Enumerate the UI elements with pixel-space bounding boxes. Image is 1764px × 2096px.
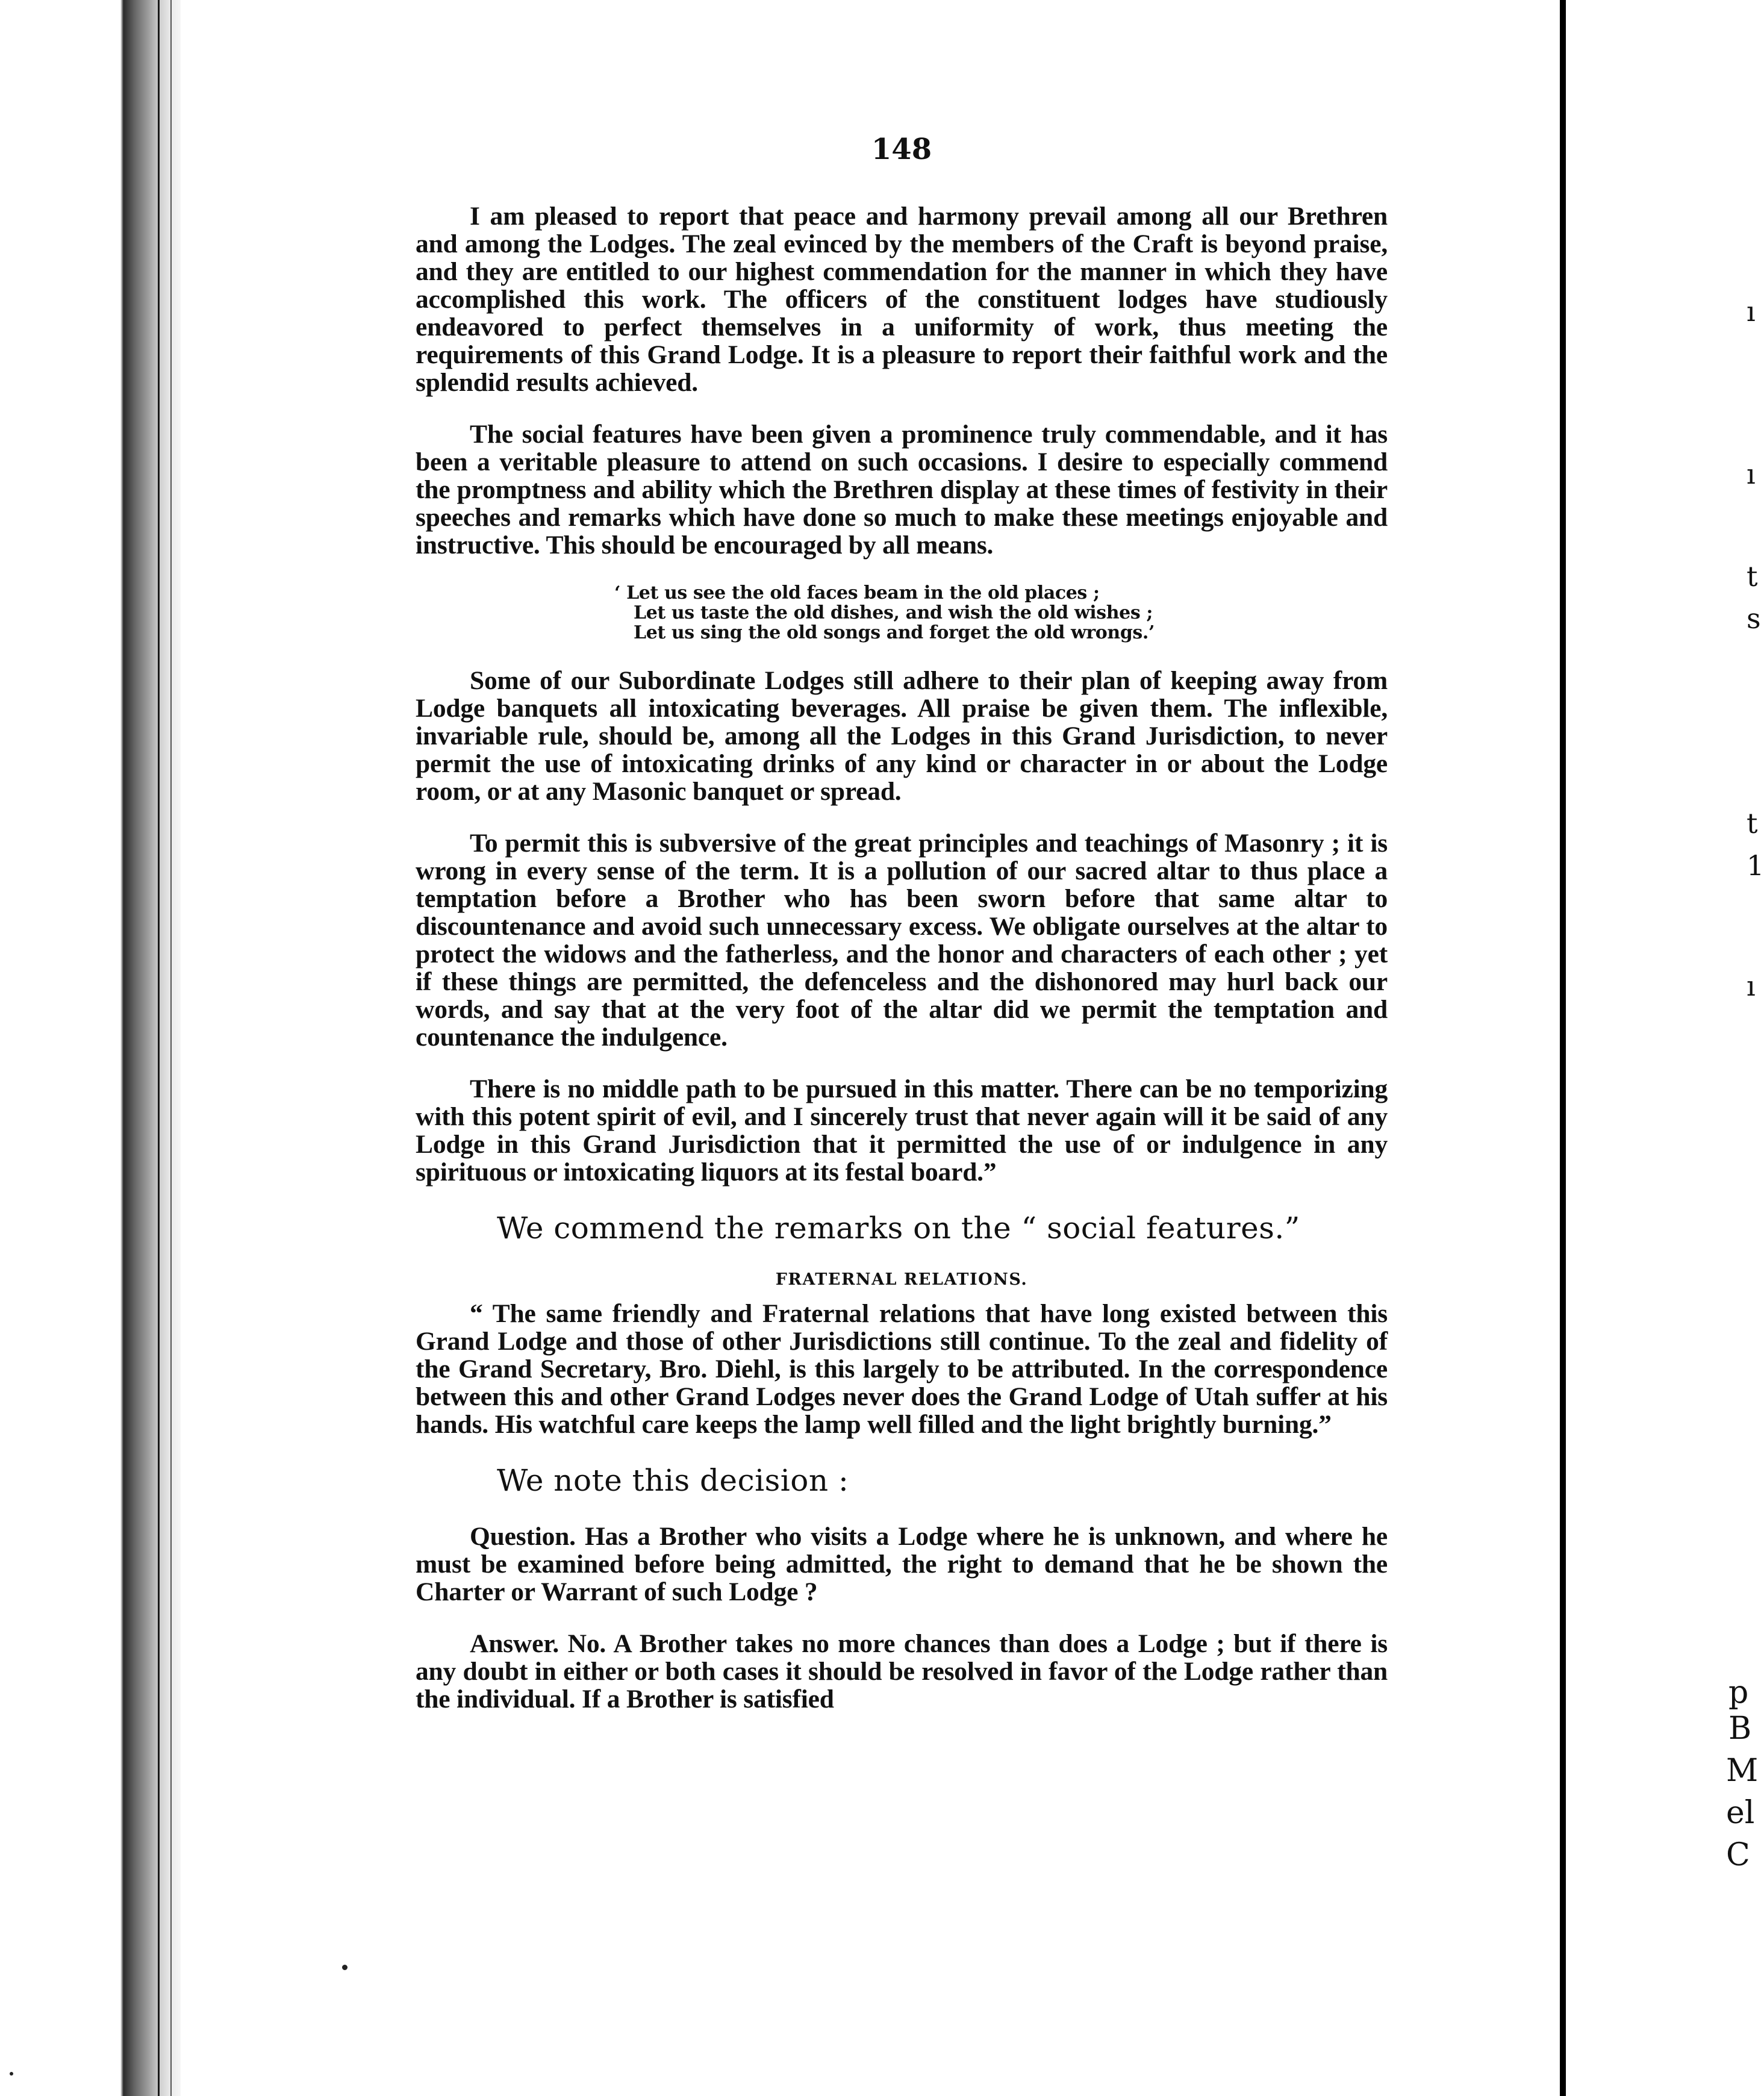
adjacent-page-fragment: ı xyxy=(1747,295,1756,328)
ink-speck xyxy=(342,1965,348,1970)
paragraph: Some of our Subordinate Lodges still adhere to their plan of keeping away from Lodge banquets all intoxicating beverages. All praise be given them. The inflexible, invariable rule, should be, among all the Lodges in this Grand Jurisdiction, to never permit the use of intoxicating drinks of any kind or character in or about the Lodge room, or at any Masonic banquet or spread. xyxy=(416,666,1388,806)
adjacent-page-fragment: s xyxy=(1747,602,1761,635)
answer-paragraph: Answer. No. A Brother takes no more chances than does a Lodge ; but if there is any doubt in either or both cases it should be resolved in favor of the Lodge rather than the individual. If a Brother is satisfied xyxy=(416,1629,1388,1714)
question-paragraph: Question. Has a Brother who visits a Lodge where he is unknown, and where he must be examined before being admitted, the right to demand that he be shown the Charter or Warrant of such Lodge ? xyxy=(416,1522,1388,1606)
paragraph: There is no middle path to be pursued in this matter. There can be no temporizing with this potent spirit of evil, and I sincerely trust that never again will it be said of any Lodge in this Grand Jurisdiction that it permitted the use of or indulgence in any spirituous or intoxicating liquors at its festal board.” xyxy=(416,1075,1388,1187)
page-fold-line xyxy=(1560,0,1566,2096)
section-heading: FRATERNAL RELATIONS. xyxy=(775,1270,1028,1289)
paragraph: “ The same friendly and Fraternal relations that have long existed between this Grand Lodge and those of other Jurisdictions still continue. To the zeal and fidelity of the Grand Secretary, Bro. Diehl, is this largely to be attributed. In the correspondence between this and other Grand Lodges never does the Grand Lodge of Utah suffer at his hands. His watchful care keeps the lamp well filled and the light brightly burning.” xyxy=(416,1299,1388,1439)
paragraph: I am pleased to report that peace and harmony prevail among all our Brethren and among the Lodges. The zeal evinced by the members of the Craft is beyond praise, and they are entitled to our highest commendation for the manner in which they have accomplished this work. The officers of the constituent lodges have studiously endeavored to perfect themselves in a uniformity of work, thus meeting the requirements of this Grand Lodge. It is a pleasure to report their faithful work and the splendid results achieved. xyxy=(416,202,1388,397)
quoted-verse xyxy=(614,583,1388,643)
binding-gutter xyxy=(0,0,181,2096)
paragraph: The social features have been given a prominence truly commendable, and it has been a veritable pleasure to attend on such occasions. I desire to especially commend the promptness and ability which the Brethren display at these times of festivity in their speeches and remarks which have done so much to make these meetings enjoyable and instructive. This should be encouraged by all means. xyxy=(416,420,1388,560)
gutter-edge-line xyxy=(158,0,160,2096)
adjacent-page-fragment: t xyxy=(1747,560,1758,593)
adjacent-page-fragment: ı xyxy=(1747,458,1756,490)
adjacent-page-fragment: 1 xyxy=(1747,849,1764,882)
adjacent-page-fragment: B xyxy=(1728,1711,1752,1747)
page-number: 148 xyxy=(871,133,932,166)
verse-line: ‘ Let us see the old faces beam in the old places ; xyxy=(614,582,1100,604)
adjacent-page-fragment: M xyxy=(1726,1753,1759,1789)
page-body xyxy=(416,133,1388,1737)
ink-speck xyxy=(10,2072,13,2076)
adjacent-page-fragment: el xyxy=(1726,1795,1755,1831)
adjacent-page-fragment: C xyxy=(1726,1837,1750,1873)
reviewer-remark: We note this decision : xyxy=(497,1463,849,1498)
verse-line: Let us sing the old songs and forget the old wrongs.’ xyxy=(634,622,1155,643)
gutter-edge-line xyxy=(170,0,172,2096)
reviewer-remark: We commend the remarks on the “ social features.” xyxy=(497,1211,1300,1246)
adjacent-page-fragment: p xyxy=(1728,1674,1749,1711)
paragraph: To permit this is subversive of the great principles and teachings of Masonry ; it is wrong in every sense of the term. It is a pollution of our sacred altar to thus place a temptation before a Brother who has been sworn before that same altar to discountenance and avoid such unnecessary excess. We obligate ourselves at the altar to protect the widows and the fatherless, and the honor and characters of each other ; yet if these things are permitted, the defenceless and the dishonored may hurl back our words, and say that at the very foot of the altar did we permit the temptation and countenance the indulgence. xyxy=(416,829,1388,1052)
verse-line: Let us taste the old dishes, and wish the old wishes ; xyxy=(634,602,1153,623)
adjacent-page-fragment: ı xyxy=(1747,970,1756,1002)
adjacent-page-fragment: t xyxy=(1747,807,1758,840)
